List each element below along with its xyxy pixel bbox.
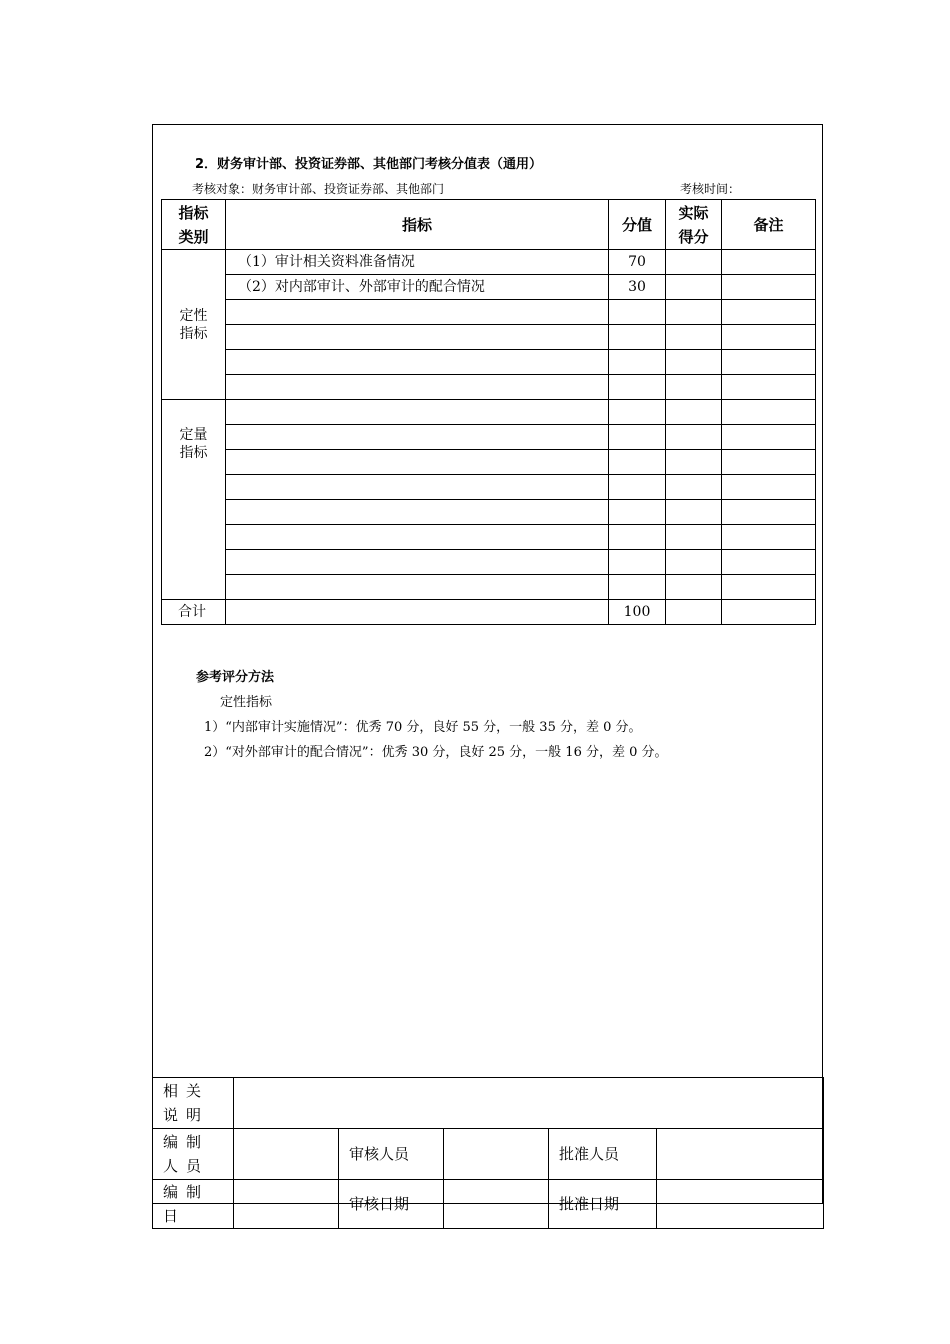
approved-date-value[interactable] (657, 1180, 824, 1229)
actual-score-cell[interactable] (666, 400, 722, 425)
remark-cell[interactable] (722, 450, 816, 475)
prepared-date-value[interactable] (234, 1180, 339, 1229)
table-row (162, 400, 816, 425)
score-cell[interactable] (609, 425, 666, 450)
prepared-by-value[interactable] (234, 1129, 339, 1180)
header-actual-score: 实际得分 (666, 200, 722, 250)
indicator-cell: （2）对内部审计、外部审计的配合情况 (226, 275, 609, 300)
remark-cell[interactable] (722, 375, 816, 400)
assessment-subject: 考核对象：财务审计部、投资证券部、其他部门 (192, 182, 445, 196)
scoring-method-title: 参考评分方法 (196, 670, 275, 685)
table-row (162, 275, 816, 300)
actual-score-cell[interactable] (666, 275, 722, 300)
header-indicator: 指标 (226, 200, 609, 250)
header-remark: 备注 (722, 200, 816, 250)
indicator-cell[interactable] (226, 325, 609, 350)
indicator-cell[interactable] (226, 400, 609, 425)
date-row (153, 1180, 824, 1229)
total-score: 100 (609, 600, 666, 625)
table-header-row (162, 200, 816, 250)
remark-cell[interactable] (722, 475, 816, 500)
indicator-cell (226, 600, 609, 625)
table-row (162, 425, 816, 450)
indicator-cell[interactable] (226, 300, 609, 325)
reviewed-date-value[interactable] (444, 1180, 549, 1229)
score-cell[interactable] (609, 525, 666, 550)
indicator-cell[interactable] (226, 575, 609, 600)
total-label: 合计 (162, 600, 226, 625)
remark-cell[interactable] (722, 525, 816, 550)
indicator-cell[interactable] (226, 375, 609, 400)
related-note-label: 相关说明 (153, 1078, 234, 1129)
indicator-cell[interactable] (226, 425, 609, 450)
prepared-by-label: 编制人员 (153, 1129, 234, 1180)
table-row (162, 475, 816, 500)
score-cell[interactable] (609, 400, 666, 425)
actual-score-cell[interactable] (666, 350, 722, 375)
score-cell[interactable] (609, 450, 666, 475)
approved-by-label: 批准人员 (549, 1129, 657, 1180)
table-row (162, 300, 816, 325)
remark-cell[interactable] (722, 300, 816, 325)
indicator-cell[interactable] (226, 475, 609, 500)
actual-score-cell[interactable] (666, 600, 722, 625)
actual-score-cell[interactable] (666, 250, 722, 275)
approved-date-label: 批准日期 (549, 1180, 657, 1229)
indicator-cell[interactable] (226, 450, 609, 475)
indicator-cell[interactable] (226, 500, 609, 525)
approved-by-value[interactable] (657, 1129, 824, 1180)
scoring-method-subtitle: 定性指标 (220, 695, 273, 710)
score-cell[interactable] (609, 575, 666, 600)
remark-cell[interactable] (722, 275, 816, 300)
category-quantitative: 定量指标 (162, 400, 226, 600)
header-score: 分值 (609, 200, 666, 250)
category-qualitative: 定性指标 (162, 250, 226, 400)
score-cell[interactable] (609, 325, 666, 350)
score-cell[interactable] (609, 375, 666, 400)
prepared-date-label: 编制日 (153, 1180, 234, 1229)
remark-cell[interactable] (722, 400, 816, 425)
approval-table (152, 1077, 824, 1229)
remark-cell[interactable] (722, 350, 816, 375)
remark-cell[interactable] (722, 500, 816, 525)
reviewed-by-label: 审核人员 (339, 1129, 444, 1180)
reviewed-date-label: 审核日期 (339, 1180, 444, 1229)
personnel-row (153, 1129, 824, 1180)
table-row (162, 575, 816, 600)
table-row (162, 250, 816, 275)
score-cell[interactable] (609, 500, 666, 525)
table-row (162, 450, 816, 475)
actual-score-cell[interactable] (666, 575, 722, 600)
related-note-row (153, 1078, 824, 1129)
remark-cell[interactable] (722, 575, 816, 600)
table-title: 2．财务审计部、投资证券部、其他部门考核分值表（通用） (195, 157, 543, 172)
actual-score-cell[interactable] (666, 525, 722, 550)
remark-cell[interactable] (722, 250, 816, 275)
table-row (162, 325, 816, 350)
table-row (162, 550, 816, 575)
indicator-cell[interactable] (226, 350, 609, 375)
actual-score-cell[interactable] (666, 325, 722, 350)
reviewed-by-value[interactable] (444, 1129, 549, 1180)
score-cell[interactable] (609, 550, 666, 575)
table-row (162, 375, 816, 400)
actual-score-cell[interactable] (666, 425, 722, 450)
actual-score-cell[interactable] (666, 375, 722, 400)
indicator-cell: （1）审计相关资料准备情况 (226, 250, 609, 275)
actual-score-cell[interactable] (666, 450, 722, 475)
score-cell: 70 (609, 250, 666, 275)
indicator-cell[interactable] (226, 550, 609, 575)
table-row (162, 500, 816, 525)
remark-cell[interactable] (722, 325, 816, 350)
related-note-value[interactable] (234, 1078, 824, 1129)
score-cell: 30 (609, 275, 666, 300)
assessment-time-label: 考核时间： (680, 182, 741, 196)
actual-score-cell[interactable] (666, 500, 722, 525)
scoring-rule-2: 2）“对外部审计的配合情况”：优秀 30 分，良好 25 分，一般 16 分，差 0 分。 (204, 745, 668, 760)
scoring-rule-1: 1）“内部审计实施情况”：优秀 70 分，良好 55 分，一般 35 分，差 0 分。 (204, 720, 642, 735)
actual-score-cell[interactable] (666, 550, 722, 575)
score-table (161, 199, 816, 625)
remark-cell[interactable] (722, 425, 816, 450)
actual-score-cell[interactable] (666, 475, 722, 500)
table-row (162, 525, 816, 550)
remark-cell[interactable] (722, 600, 816, 625)
header-category: 指标类别 (162, 200, 226, 250)
total-row (162, 600, 816, 625)
remark-cell[interactable] (722, 550, 816, 575)
indicator-cell[interactable] (226, 525, 609, 550)
score-cell[interactable] (609, 350, 666, 375)
score-cell[interactable] (609, 300, 666, 325)
score-cell[interactable] (609, 475, 666, 500)
table-row (162, 350, 816, 375)
actual-score-cell[interactable] (666, 300, 722, 325)
